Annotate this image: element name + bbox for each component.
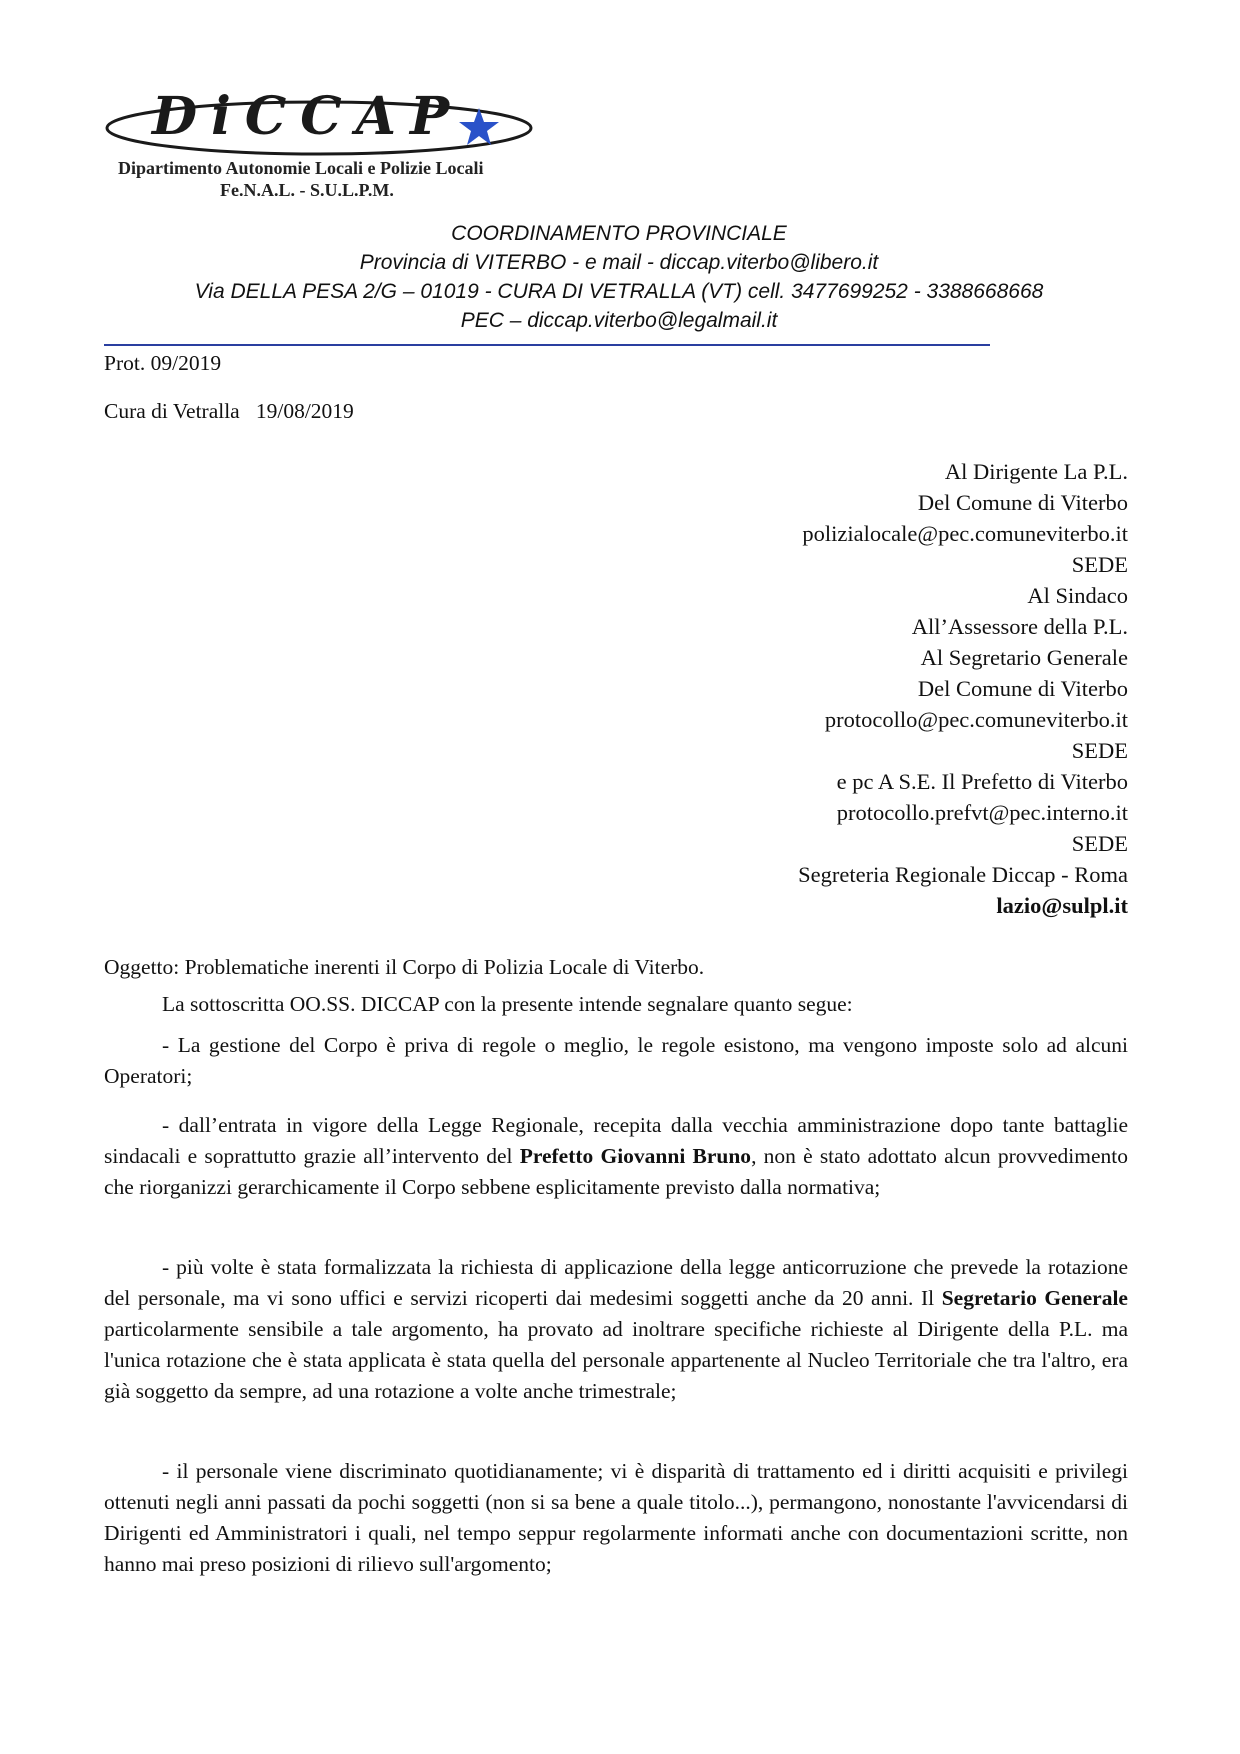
paragraph-3: - più volte è stata formalizzata la richiesta di applicazione della legge anticorruzione che prevede la rotazione del personale, ma vi sono uffici e servizi ricoperti dai medesimi soggetti anche da 20 anni. Il Segretario Generale particolarmente sensibile a tale argomento, ha provato ad inoltrare specifiche richieste al Dirigente della P.L. ma l'unica rotazione che è stata applicata è stata quella del personale appartenente al Nucleo Territoriale che tra l'altro, era già soggetto da sempre, ad una rotazione a volte anche trimestrale; [104,1255,1128,1403]
protocol-number: Prot. 09/2019 [104,351,222,375]
recipients-block [798,456,1128,921]
logo-name: DiCCAP [152,86,464,147]
bold-title: Segretario Generale [941,1286,1128,1310]
recipient-line: polizialocale@pec.comuneviterbo.it [802,521,1128,546]
header-rule [104,344,990,346]
recipient-line: protocollo.prefvt@pec.interno.it [836,800,1128,825]
logo [104,86,544,206]
recipient-line: Segreteria Regionale Diccap - Roma [798,862,1128,887]
recipient-line: SEDE [1071,552,1128,577]
recipient-line: Del Comune di Viterbo [917,490,1128,515]
recipient-line: e pc A S.E. Il Prefetto di Viterbo [836,769,1128,794]
logo-subtitle: Dipartimento Autonomie Locali e Polizie Locali [118,158,484,178]
recipient-line: Al Dirigente La P.L. [944,459,1128,484]
header-line-3: Via DELLA PESA 2/G – 01019 - CURA DI VETRALLA (VT) cell. 3477699252 - 3388668668 [194,280,1044,303]
recipient-line: protocollo@pec.comuneviterbo.it [824,707,1128,732]
paragraph-1: - La gestione del Corpo è priva di regole o meglio, le regole esistono, ma vengono imposte solo ad alcuni Operatori; [104,1033,1128,1088]
recipient-line: Al Sindaco [1027,583,1128,608]
recipient-line: SEDE [1071,738,1128,763]
recipient-line: Al Segretario Generale [920,645,1128,670]
header-line-4: PEC – diccap.viterbo@legalmail.it [460,309,778,332]
recipient-line: Del Comune di Viterbo [917,676,1128,701]
paragraph-4: - il personale viene discriminato quotidianamente; vi è disparità di trattamento ed i diritti acquisiti e privilegi ottenuti negli anni passati da pochi soggetti (non si sa bene a quale titolo...), permangono, nonostante l'avvicendarsi di Dirigenti ed Amministratori i quali, nel tempo seppur regolarmente informati anche con documentazioni scritte, non hanno mai preso posizioni di rilievo sull'argomento; [104,1459,1128,1576]
subject-line: Oggetto: Problematiche inerenti il Corpo di Polizia Locale di Viterbo. [104,955,705,979]
recipient-line: All’Assessore della P.L. [911,614,1128,639]
recipient-email-bold: lazio@sulpl.it [996,893,1128,918]
logo-subtitle-2: Fe.N.A.L. - S.U.L.P.M. [220,180,394,200]
paragraph-2: - dall’entrata in vigore della Legge Regionale, recepita dalla vecchia amministrazione dopo tante battaglie sindacali e soprattutto grazie all’intervento del Prefetto Giovanni Bruno, non è stato adottato alcun provvedimento che riorganizzi gerarchicamente il Corpo sebbene esplicitamente previsto dalla normativa; [104,1113,1128,1199]
place-date: Cura di Vetralla 19/08/2019 [104,399,354,423]
header-line-1: COORDINAMENTO PROVINCIALE [451,222,787,245]
intro-line: La sottoscritta OO.SS. DICCAP con la presente intende segnalare quanto segue: [162,992,853,1016]
header-line-2: Provincia di VITERBO - e mail - diccap.viterbo@libero.it [359,251,879,274]
recipient-line: SEDE [1071,831,1128,856]
bold-name: Prefetto Giovanni Bruno [519,1144,752,1168]
